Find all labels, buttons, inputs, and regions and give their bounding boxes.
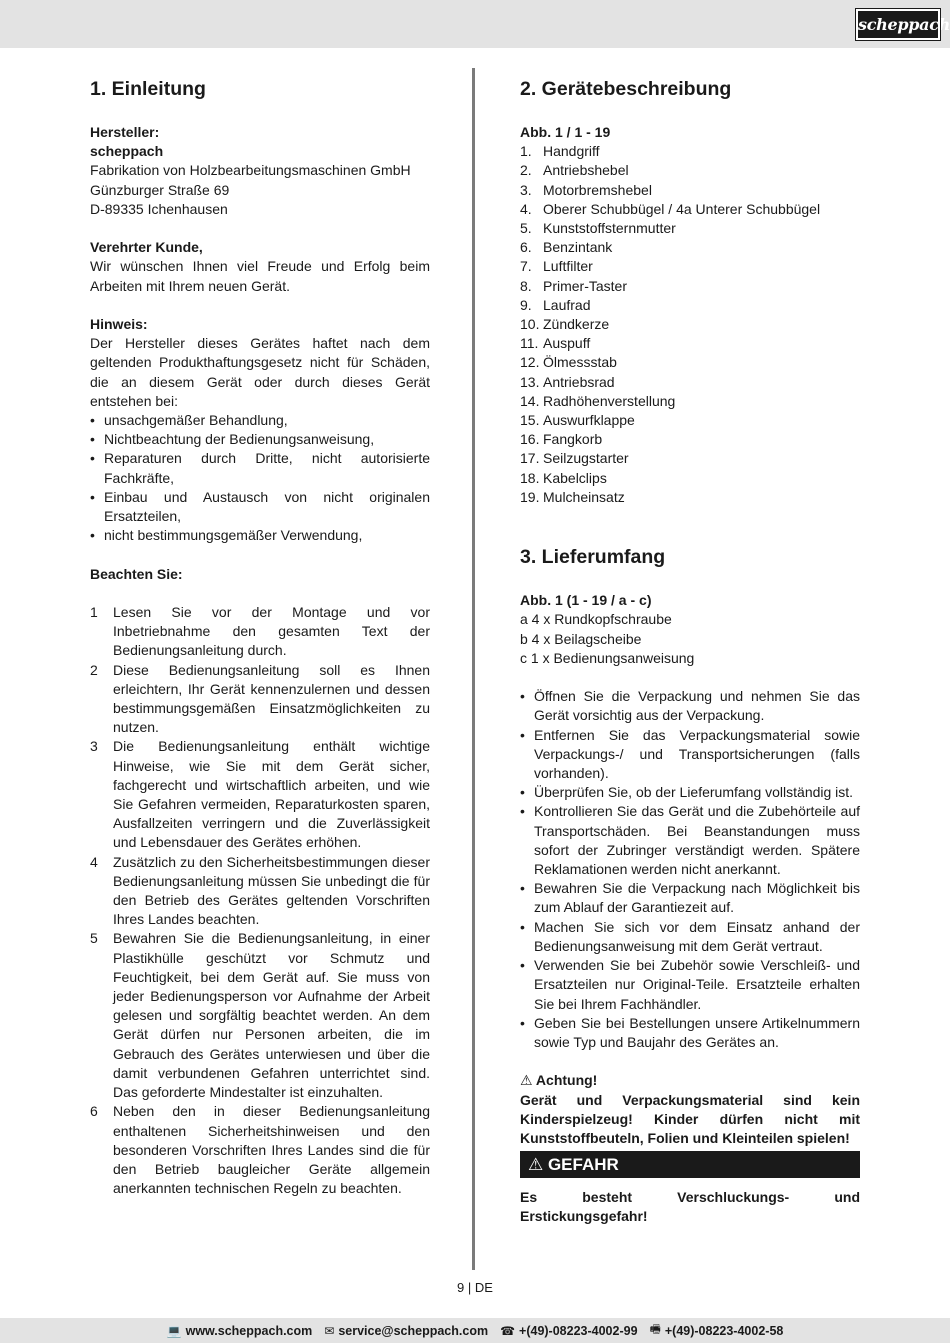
footer-bar	[0, 1318, 950, 1343]
list-item: 6 Neben den in dieser Bedienungsanleitung enthaltenen Sicherheitshinweisen und den besonderen Vorschriften Ihres Landes sind die für den Betrieb baugleicher Geräte allgemein anerkannten technischen Regeln zu beachten.	[90, 1103, 430, 1197]
list-item: • unsachgemäßer Behandlung,	[90, 411, 430, 430]
list-item: 5. Kunststoffsternmutter	[520, 220, 676, 237]
address-line: Günzburger Straße 69	[90, 181, 230, 198]
list-item: 9. Laufrad	[520, 296, 591, 313]
list-item: 19. Mulcheinsatz	[520, 488, 625, 505]
parts-list	[520, 142, 860, 507]
list-item: • Reparaturen durch Dritte, nicht autorisierte Fachkräfte,	[90, 449, 430, 487]
list-item: • Bewahren Sie die Verpackung nach Möglichkeit bis zum Ablauf der Garantiezeit auf.	[520, 879, 860, 917]
customer-text: Wir wünschen Ihnen viel Freude und Erfolg beim Arbeiten mit Ihrem neuen Gerät.	[90, 258, 430, 294]
danger-text: Es besteht Verschluckungs- und Erstickungsgefahr!	[520, 1189, 860, 1225]
fax-icon: 🖷	[649, 1322, 661, 1336]
list-item: • Machen Sie sich vor dem Einsatz anhand der Bedienungsanweisung mit dem Gerät vertraut.	[520, 918, 860, 956]
customer-label: Verehrter Kunde,	[90, 239, 203, 256]
footer-website[interactable]	[167, 1324, 313, 1338]
manufacturer-label: Hersteller:	[90, 124, 160, 140]
mail-icon: ✉	[324, 1323, 335, 1338]
list-item: 5 Bewahren Sie die Bedienungsanleitung, in einer Plastikhülle geschützt vor Schmutz und Feuchtigkeit, bei dem Gerät auf. Sie muss von jeder Bedienungsperson vor Aufnahme der Arbeit gelesen und sorgfältig beachtet werden. An dem Gerät dürfen nur Personen arbeiten, die im Gebrauch des Gerätes unterwiesen und über die damit verbundenen Gefahren unterrichtet sind. Das geforderte Mindestalter ist einzuhalten.	[90, 930, 430, 1101]
footer-phone	[500, 1324, 637, 1338]
note-text: Der Hersteller dieses Gerätes haftet nach dem geltenden Produkthaftungsgesetz nicht für Schäden, die an diesem Gerät oder durch dieses Gerät entstehen bei:	[90, 335, 430, 409]
section-title-device-description: 2. Gerätebeschreibung	[520, 78, 732, 100]
delivery-label: Abb. 1 (1 - 19 / a - c)	[520, 592, 652, 609]
list-item: • Öffnen Sie die Verpackung und nehmen Sie das Gerät vorsichtig aus der Verpackung.	[520, 687, 860, 725]
address-line: D-89335 Ichenhausen	[90, 200, 228, 217]
list-item: 18. Kabelclips	[520, 469, 607, 486]
column-divider	[472, 68, 475, 1270]
list-item: 16. Fangkorb	[520, 431, 603, 448]
list-item: 12. Ölmessstab	[520, 354, 617, 371]
warning-title: ⚠ Achtung!	[520, 1072, 598, 1089]
list-item: 8. Primer-Taster	[520, 277, 628, 294]
list-item: 11. Auspuff	[520, 335, 591, 352]
list-item: 6. Benzintank	[520, 239, 613, 256]
list-item: • nicht bestimmungsgemäßer Verwendung,	[90, 526, 430, 545]
list-item: • Nichtbeachtung der Bedienungsanweisung,	[90, 430, 430, 449]
list-item: 1. Handgriff	[520, 143, 600, 160]
list-item: 4. Oberer Schubbügel / 4a Unterer Schubbügel	[520, 200, 821, 217]
manufacturer-name: scheppach	[90, 143, 164, 160]
list-item: 3 Die Bedienungsanleitung enthält wichtige Hinweise, wie Sie mit dem Gerät sicher, fachgerecht und wirtschaftlich arbeiten, und wie Sie Gefahren vermeiden, Reparaturkosten sparen, Ausfallzeiten verringern und die Zuverlässigkeit und Lebensdauer des Gerätes erhöhen.	[90, 738, 430, 851]
attention-list	[90, 603, 430, 1198]
note-label: Hinweis:	[90, 316, 148, 332]
phone-number: +(49)-08223-4002-99	[519, 1323, 638, 1338]
computer-icon: 💻	[166, 1323, 182, 1338]
scheppach-logo: scheppach	[856, 9, 940, 40]
fax-number: +(49)-08223-4002-58	[664, 1323, 784, 1338]
list-item: • Überprüfen Sie, ob der Lieferumfang vollständig ist.	[520, 783, 860, 802]
list-item: 2 Diese Bedienungsanleitung soll es Ihnen erleichtern, Ihr Gerät kennenzulernen und dessen bestimmungsgemäßen Einsatzmöglichkeiten zu nutzen.	[90, 661, 430, 736]
attention-label: Beachten Sie:	[90, 565, 183, 582]
list-item: 4 Zusätzlich zu den Sicherheitsbestimmungen dieser Bedienungsanleitung müssen Sie unbedingt die für den Betrieb des Gerätes geltenden Vorschriften Ihres Landes beachten.	[90, 853, 430, 928]
right-column	[520, 75, 860, 1227]
list-item: 1 Lesen Sie vor der Montage und vor Inbetriebnahme den gesamten Text der Bedienungsanleitung durch.	[90, 604, 430, 659]
list-item: • Kontrollieren Sie das Gerät und die Zubehörteile auf Transportschäden. Bei Beanstandungen muss sofort der Zubringer verständigt werden. Spätere Reklamationen werden nicht anerkannt.	[520, 802, 860, 879]
list-item: 15. Auswurfklappe	[520, 412, 635, 429]
phone-icon: ☎	[500, 1323, 516, 1338]
delivery-item: a 4 x Rundkopfschraube	[520, 611, 672, 628]
left-column	[90, 75, 430, 1198]
page-number: 9 | DE	[457, 1280, 493, 1295]
list-item: • Geben Sie bei Bestellungen unsere Artikelnummern sowie Typ und Baujahr des Gerätes an.	[520, 1014, 860, 1052]
list-item: 3. Motorbremshebel	[520, 181, 652, 198]
unpacking-list	[520, 687, 860, 1052]
list-item: • Verwenden Sie bei Zubehör sowie Verschleiß- und Ersatzteilen nur Original-Teile. Ersatzteile erhalten Sie bei Ihrem Fachhändler.	[520, 956, 860, 1014]
note-list	[90, 411, 430, 545]
footer-fax	[650, 1320, 784, 1341]
warning-text: Gerät und Verpackungsmaterial sind kein Kinderspielzeug! Kinder dürfen nicht mit Kunststoffbeuteln, Folien und Kleinteilen spielen!	[520, 1091, 860, 1146]
email-link: service@scheppach.com	[338, 1323, 489, 1338]
list-item: 14. Radhöhenverstellung	[520, 392, 676, 409]
website-link: www.scheppach.com	[185, 1323, 313, 1338]
address-line: Fabrikation von Holzbearbeitungsmaschinen GmbH	[90, 162, 411, 179]
section-title-introduction: 1. Einleitung	[90, 78, 206, 100]
list-item: 7. Luftfilter	[520, 258, 593, 275]
delivery-item: c 1 x Bedienungsanweisung	[520, 649, 695, 666]
header-bar	[0, 0, 950, 48]
footer-email[interactable]	[324, 1324, 488, 1338]
list-item: • Entfernen Sie das Verpackungsmaterial sowie Verpackungs-/ und Transportsicherungen (falls vorhanden).	[520, 726, 860, 784]
list-item: 10. Zündkerze	[520, 316, 610, 333]
danger-banner: ⚠ GEFAHR	[520, 1151, 860, 1178]
section-title-delivery: 3. Lieferumfang	[520, 546, 666, 569]
list-item: • Einbau und Austausch von nicht originalen Ersatzteilen,	[90, 488, 430, 526]
delivery-item: b 4 x Beilagscheibe	[520, 630, 642, 647]
list-item: 2. Antriebshebel	[520, 162, 629, 179]
figure-label: Abb. 1 / 1 - 19	[520, 124, 611, 140]
list-item: 13. Antriebsrad	[520, 373, 615, 390]
list-item: 17. Seilzugstarter	[520, 450, 629, 467]
